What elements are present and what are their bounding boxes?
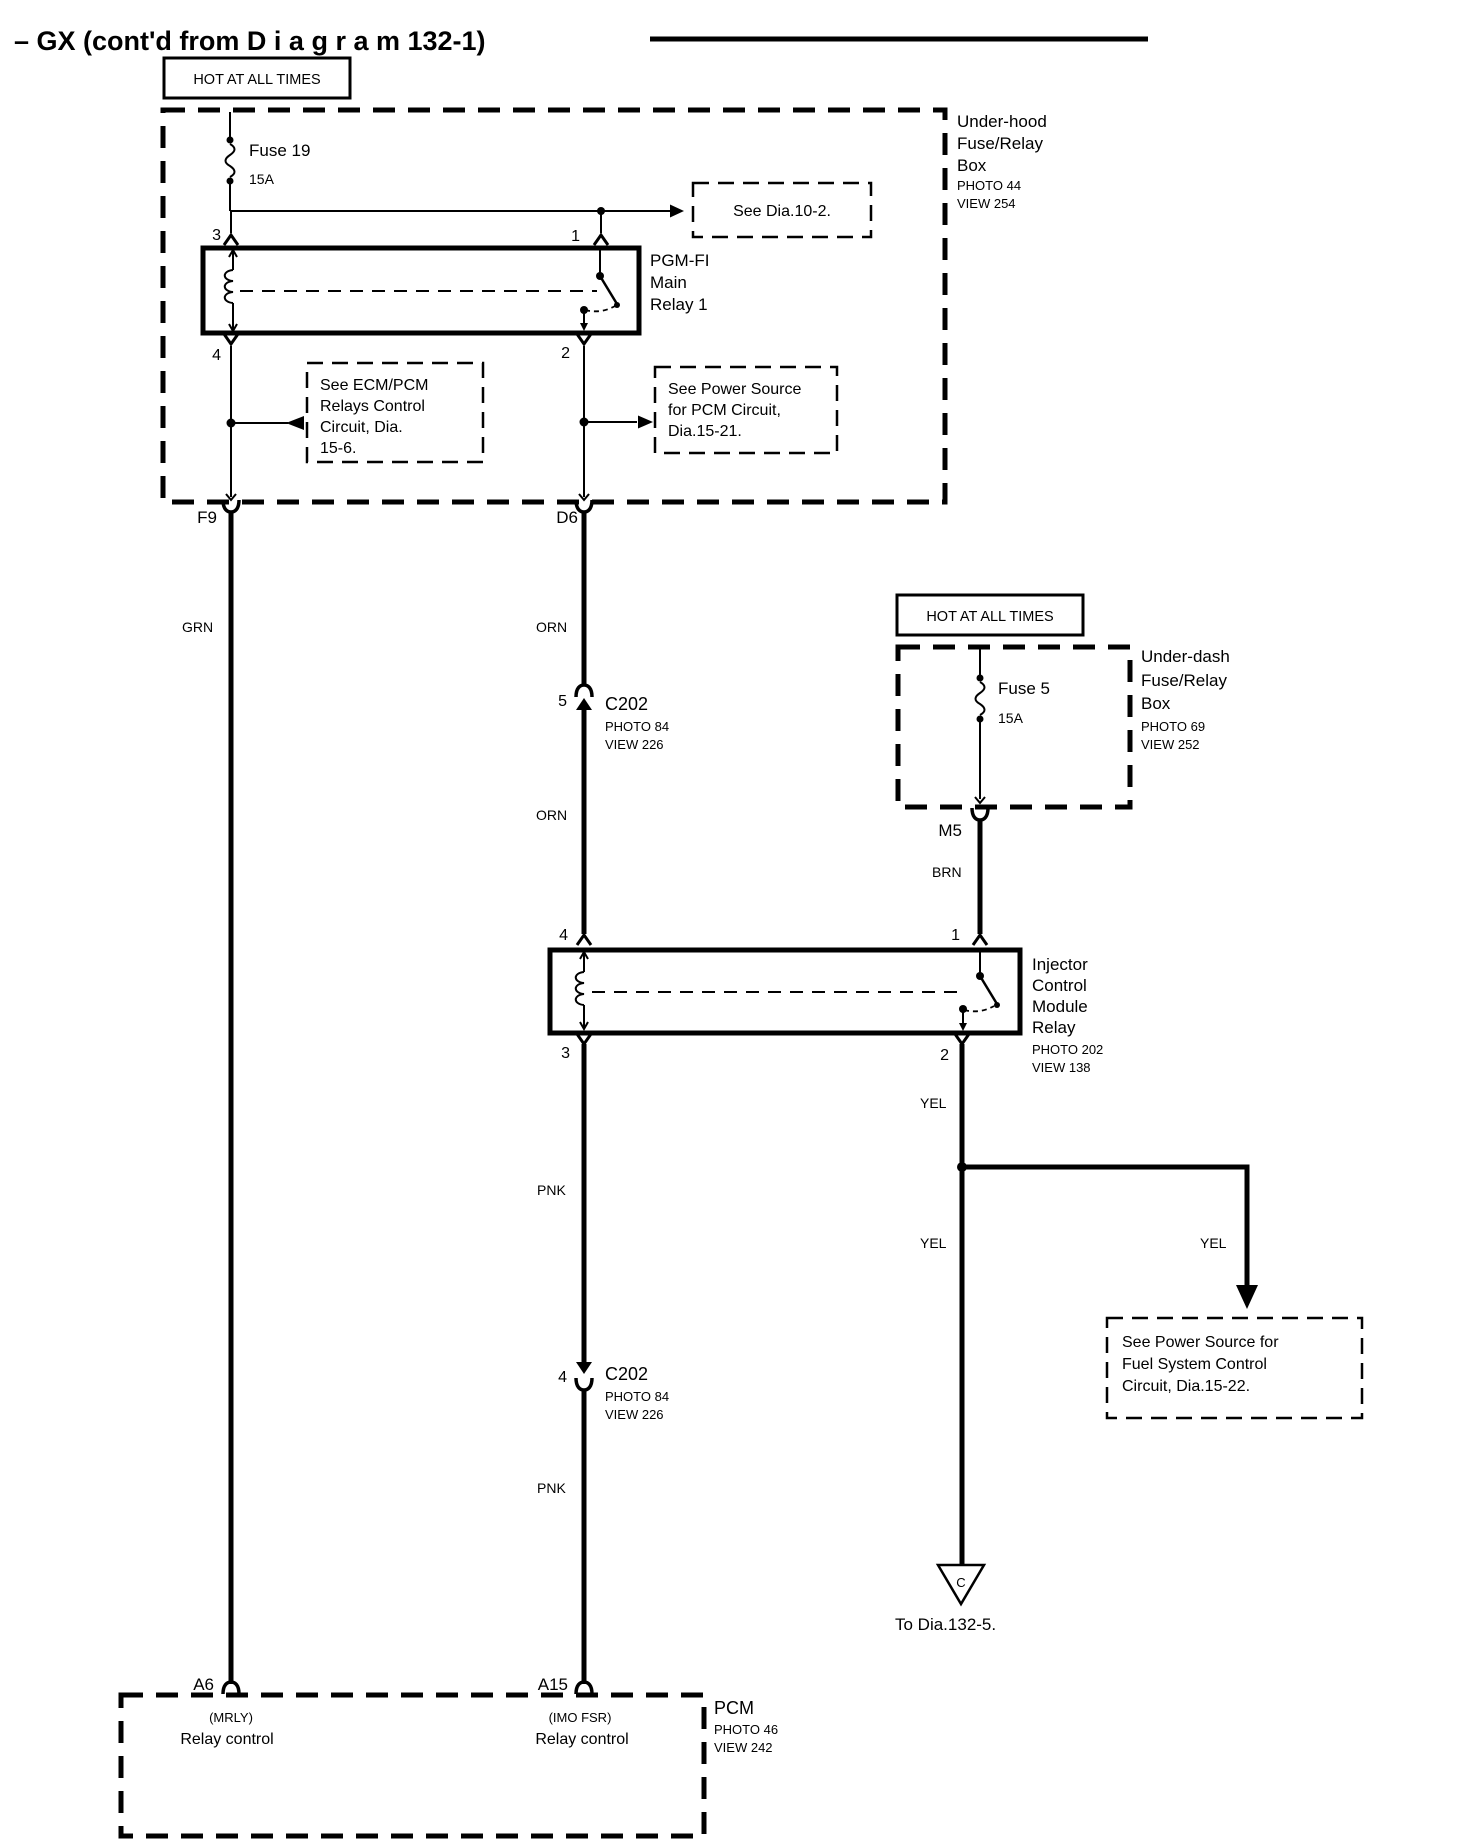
c202-top-view-ref: VIEW 226 — [605, 737, 664, 752]
fuel-power-line-3: Circuit, Dia.15-22. — [1122, 1378, 1251, 1395]
relay1-pin4-number: 4 — [212, 347, 221, 364]
underhood-label-1: Under-hood — [957, 112, 1047, 131]
d6-connector-label: D6 — [556, 508, 578, 527]
relay1-pin1-number: 1 — [571, 228, 580, 245]
icm-relay-pin1-number: 1 — [951, 927, 960, 944]
brn-wire-color-label: BRN — [932, 864, 962, 880]
underdash-view-ref: VIEW 252 — [1141, 737, 1200, 752]
relay1-switch-blade-end-dot — [614, 302, 620, 308]
underdash-photo-ref: PHOTO 69 — [1141, 719, 1206, 734]
c202-top-pin-number: 5 — [558, 693, 567, 710]
to-dia-label: To Dia.132-5. — [895, 1615, 997, 1634]
pcm-power-arrow-icon — [638, 416, 653, 429]
fuse5-terminal-top — [977, 675, 984, 682]
c202-top-photo-ref: PHOTO 84 — [605, 719, 670, 734]
pcm-view-ref: VIEW 242 — [714, 1740, 773, 1755]
relay1-label-1: PGM-FI — [650, 251, 710, 270]
underhood-label-3: Box — [957, 156, 987, 175]
hot-at-all-times-label-2: HOT AT ALL TIMES — [926, 609, 1054, 625]
icm-relay-photo-ref: PHOTO 202 — [1032, 1042, 1104, 1057]
a6-connector-label: A6 — [193, 1675, 214, 1694]
c202-bottom-photo-ref: PHOTO 84 — [605, 1389, 670, 1404]
pcm-a15-function-label: Relay control — [535, 1731, 629, 1748]
orn-wire-color-label-2: ORN — [536, 807, 568, 823]
relay1-coil-icon — [225, 270, 233, 303]
fuse19-element — [226, 144, 235, 177]
icm-relay-label-2: Control — [1032, 976, 1087, 995]
pcm-name: PCM — [714, 1698, 754, 1718]
m5-connector-label: M5 — [938, 821, 962, 840]
relay1-pin3-number: 3 — [212, 227, 221, 244]
c202-bottom-pin-number: 4 — [558, 1369, 567, 1386]
m5-connector-icon — [972, 808, 988, 820]
pcm-a15-signal-label: (IMO FSR) — [548, 1710, 612, 1725]
fuse19-name: Fuse 19 — [249, 141, 311, 160]
ecm-ref-line-1: See ECM/PCM — [320, 377, 429, 394]
relay1-pin1-connector-icon — [594, 235, 608, 245]
icm-relay-pin4-number: 4 — [559, 927, 568, 944]
pnk-wire-color-label-1: PNK — [537, 1182, 566, 1198]
ecm-ref-line-3: Circuit, Dia. — [320, 419, 403, 436]
yel-wire-color-label-1: YEL — [920, 1095, 947, 1111]
see-dia102-arrow-icon — [670, 205, 684, 218]
underhood-view-ref: VIEW 254 — [957, 196, 1016, 211]
relay1-pin3-connector-icon — [224, 235, 238, 245]
pnk-wire-color-label-2: PNK — [537, 1480, 566, 1496]
ecm-branch-arrow-icon — [286, 416, 304, 430]
underdash-label-1: Under-dash — [1141, 647, 1230, 666]
relay1-pin2-number: 2 — [561, 345, 570, 362]
pcm-a6-signal-label: (MRLY) — [209, 1710, 253, 1725]
pcm-power-line-3: Dia.15-21. — [668, 423, 742, 440]
pcm-photo-ref: PHOTO 46 — [714, 1722, 779, 1737]
fuse5-rating: 15A — [998, 710, 1023, 726]
fuse19-terminal-top — [227, 137, 234, 144]
icm-switch-throw-dashed — [964, 1006, 994, 1011]
icm-relay-view-ref: VIEW 138 — [1032, 1060, 1091, 1075]
icm-relay-pin4-connector-icon — [577, 935, 591, 945]
c202-bottom-view-ref: VIEW 226 — [605, 1407, 664, 1422]
fuse19-rating: 15A — [249, 171, 274, 187]
icm-relay-pin1-connector-icon — [973, 935, 987, 945]
underdash-fuse-relay-box — [898, 647, 1130, 807]
hot-at-all-times-label-1: HOT AT ALL TIMES — [193, 72, 321, 88]
fuse5-terminal-bottom — [977, 716, 984, 723]
c202-bottom-male-icon — [576, 1362, 592, 1374]
icm-relay-label-3: Module — [1032, 997, 1088, 1016]
icm-relay-label-1: Injector — [1032, 955, 1088, 974]
underdash-label-3: Box — [1141, 694, 1171, 713]
relay1-switch-throw-dashed — [585, 306, 615, 311]
underhood-fuse-relay-box — [163, 110, 945, 502]
fuse5-name: Fuse 5 — [998, 679, 1050, 698]
c202-bottom-female-icon — [576, 1378, 592, 1390]
yel-wire-color-label-3: YEL — [1200, 1235, 1227, 1251]
fuse19-terminal-bottom — [227, 178, 234, 185]
page-title: – GX (cont'd from D i a g r a m 132-1) — [14, 26, 486, 56]
orn-wire-color-label-1: ORN — [536, 619, 568, 635]
underdash-label-2: Fuse/Relay — [1141, 671, 1227, 690]
pcm-power-line-1: See Power Source — [668, 381, 802, 398]
fuel-power-line-1: See Power Source for — [1122, 1334, 1279, 1351]
icm-switch-blade-end-dot — [994, 1002, 1000, 1008]
yel-wire-color-label-2: YEL — [920, 1235, 947, 1251]
pcm-power-line-2: for PCM Circuit, — [668, 402, 781, 419]
relay1-label-2: Main — [650, 273, 687, 292]
icm-switch-blade — [980, 976, 997, 1004]
underhood-photo-ref: PHOTO 44 — [957, 178, 1022, 193]
page-connector-letter: C — [956, 1575, 966, 1590]
icm-relay-pin2-number: 2 — [940, 1047, 949, 1064]
c202-top-name: C202 — [605, 694, 649, 714]
ecm-ref-line-2: Relays Control — [320, 398, 425, 415]
yel-branch-wire — [962, 1167, 1247, 1286]
grn-wire-color-label: GRN — [182, 619, 214, 635]
relay1-switch-blade — [600, 276, 617, 304]
fuse5-element — [976, 682, 985, 715]
pcm-a6-function-label: Relay control — [180, 1731, 274, 1748]
fuel-power-line-2: Fuel System Control — [1122, 1356, 1267, 1373]
underhood-label-2: Fuse/Relay — [957, 134, 1043, 153]
a15-connector-label: A15 — [537, 1675, 568, 1694]
c202-top-female-icon — [576, 685, 592, 697]
icm-coil-icon — [576, 972, 584, 1005]
f9-connector-label: F9 — [197, 508, 217, 527]
relay1-switch-output-arrow-icon — [580, 323, 588, 331]
icm-relay-label-4: Relay — [1032, 1018, 1076, 1037]
c202-bottom-name: C202 — [605, 1364, 649, 1384]
see-dia102-label: See Dia.10-2. — [733, 203, 831, 220]
relay1-label-3: Relay 1 — [650, 295, 708, 314]
icm-switch-output-arrow-icon — [959, 1023, 967, 1031]
icm-relay-pin3-number: 3 — [561, 1045, 570, 1062]
ecm-ref-line-4: 15-6. — [320, 440, 357, 457]
fuel-ref-arrow-icon — [1236, 1285, 1258, 1309]
